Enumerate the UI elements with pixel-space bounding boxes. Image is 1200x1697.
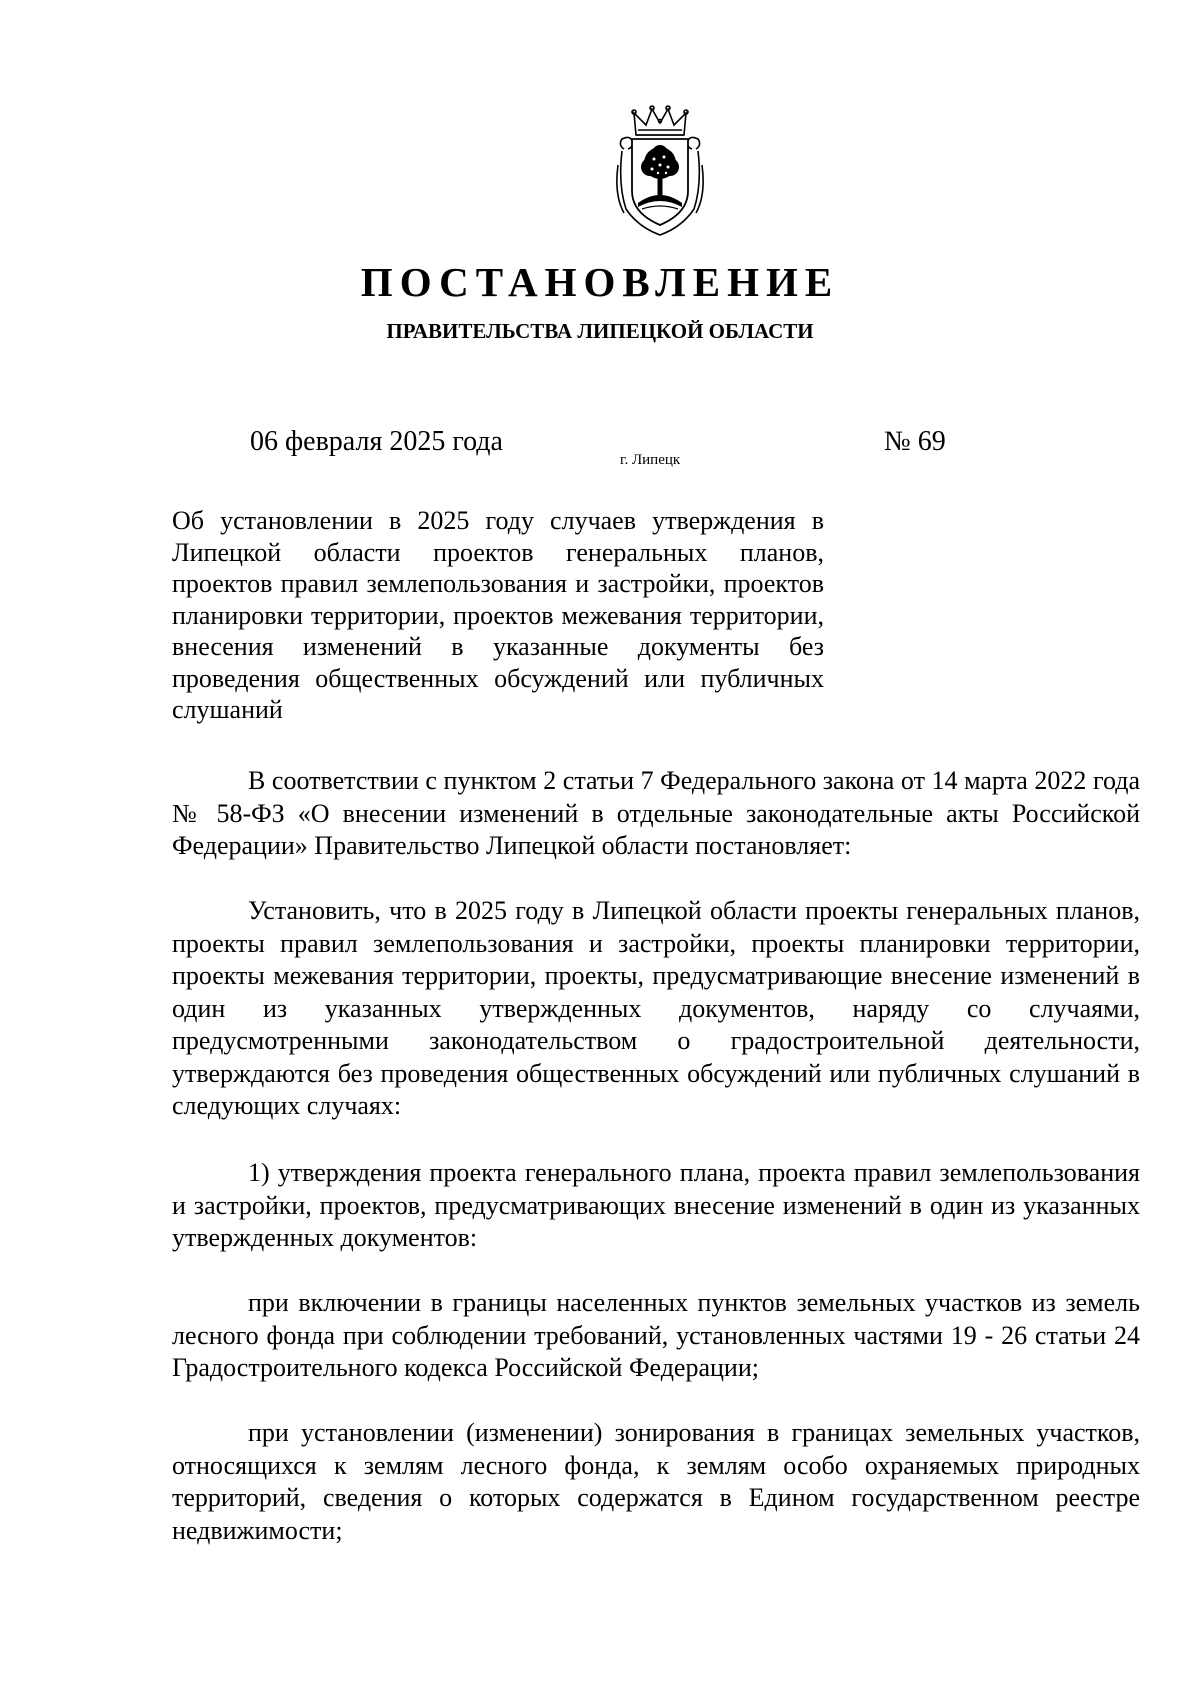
document-issuer: ПРАВИТЕЛЬСТВА ЛИПЕЦКОЙ ОБЛАСТИ [386,319,814,343]
item-1-subparagraph-zoning: при установлении (изменении) зонирования в границах земельных участков, относящихся к землям лесного фонда, к землям особо охраняемых природных территорий, сведения о которых содержатся в Едином государственном реестре недвижимости; [172,1418,1140,1545]
document-city: г. Липецк [620,452,681,468]
preamble-paragraph: В соответствии с пунктом 2 статьи 7 Федерального закона от 14 марта 2022 года № 58-ФЗ «О внесении изменений в отдельные законодательные акты Российской Федерации» Правительство Липецкой области постановляет: [172,766,1140,860]
document-title: ПОСТАНОВЛЕНИЕ [360,259,840,305]
document-subject: Об установлении в 2025 году случаев утверждения в Липецкой области проектов генеральных планов, проектов правил землепользования и застройки, проектов планировки территории, проектов межевания территории, внесения изменений в указанные документы без проведения общественных обсуждений или публичных слушаний [172,506,824,724]
item-1-paragraph: 1) утверждения проекта генерального плана, проекта правил землепользования и застройки, проектов, предусматривающих внесение изменений в один из указанных утвержденных документов: [172,1158,1140,1252]
document-number: № 69 [884,426,946,457]
item-1-subparagraph-forest-lands: при включении в границы населенных пунктов земельных участков из земель лесного фонда при соблюдении требований, установленных частями 19 - 26 статьи 24 Градостроительного кодекса Российской Федерации; [172,1288,1140,1382]
document-date: 06 февраля 2025 года [250,426,503,457]
coat-of-arms-emblem [616,105,704,237]
establish-paragraph: Установить, что в 2025 году в Липецкой области проекты генеральных планов, проекты правил землепользования и застройки, проекты планировки территории, проекты межевания территории, проекты, предусматривающие внесение изменений в один из указанных утвержденных документов, наряду со случаями, предусмотренными законодательством о градостроительной деятельности, утверждаются без проведения общественных обсуждений или публичных слушаний в следующих случаях: [172,896,1140,1120]
